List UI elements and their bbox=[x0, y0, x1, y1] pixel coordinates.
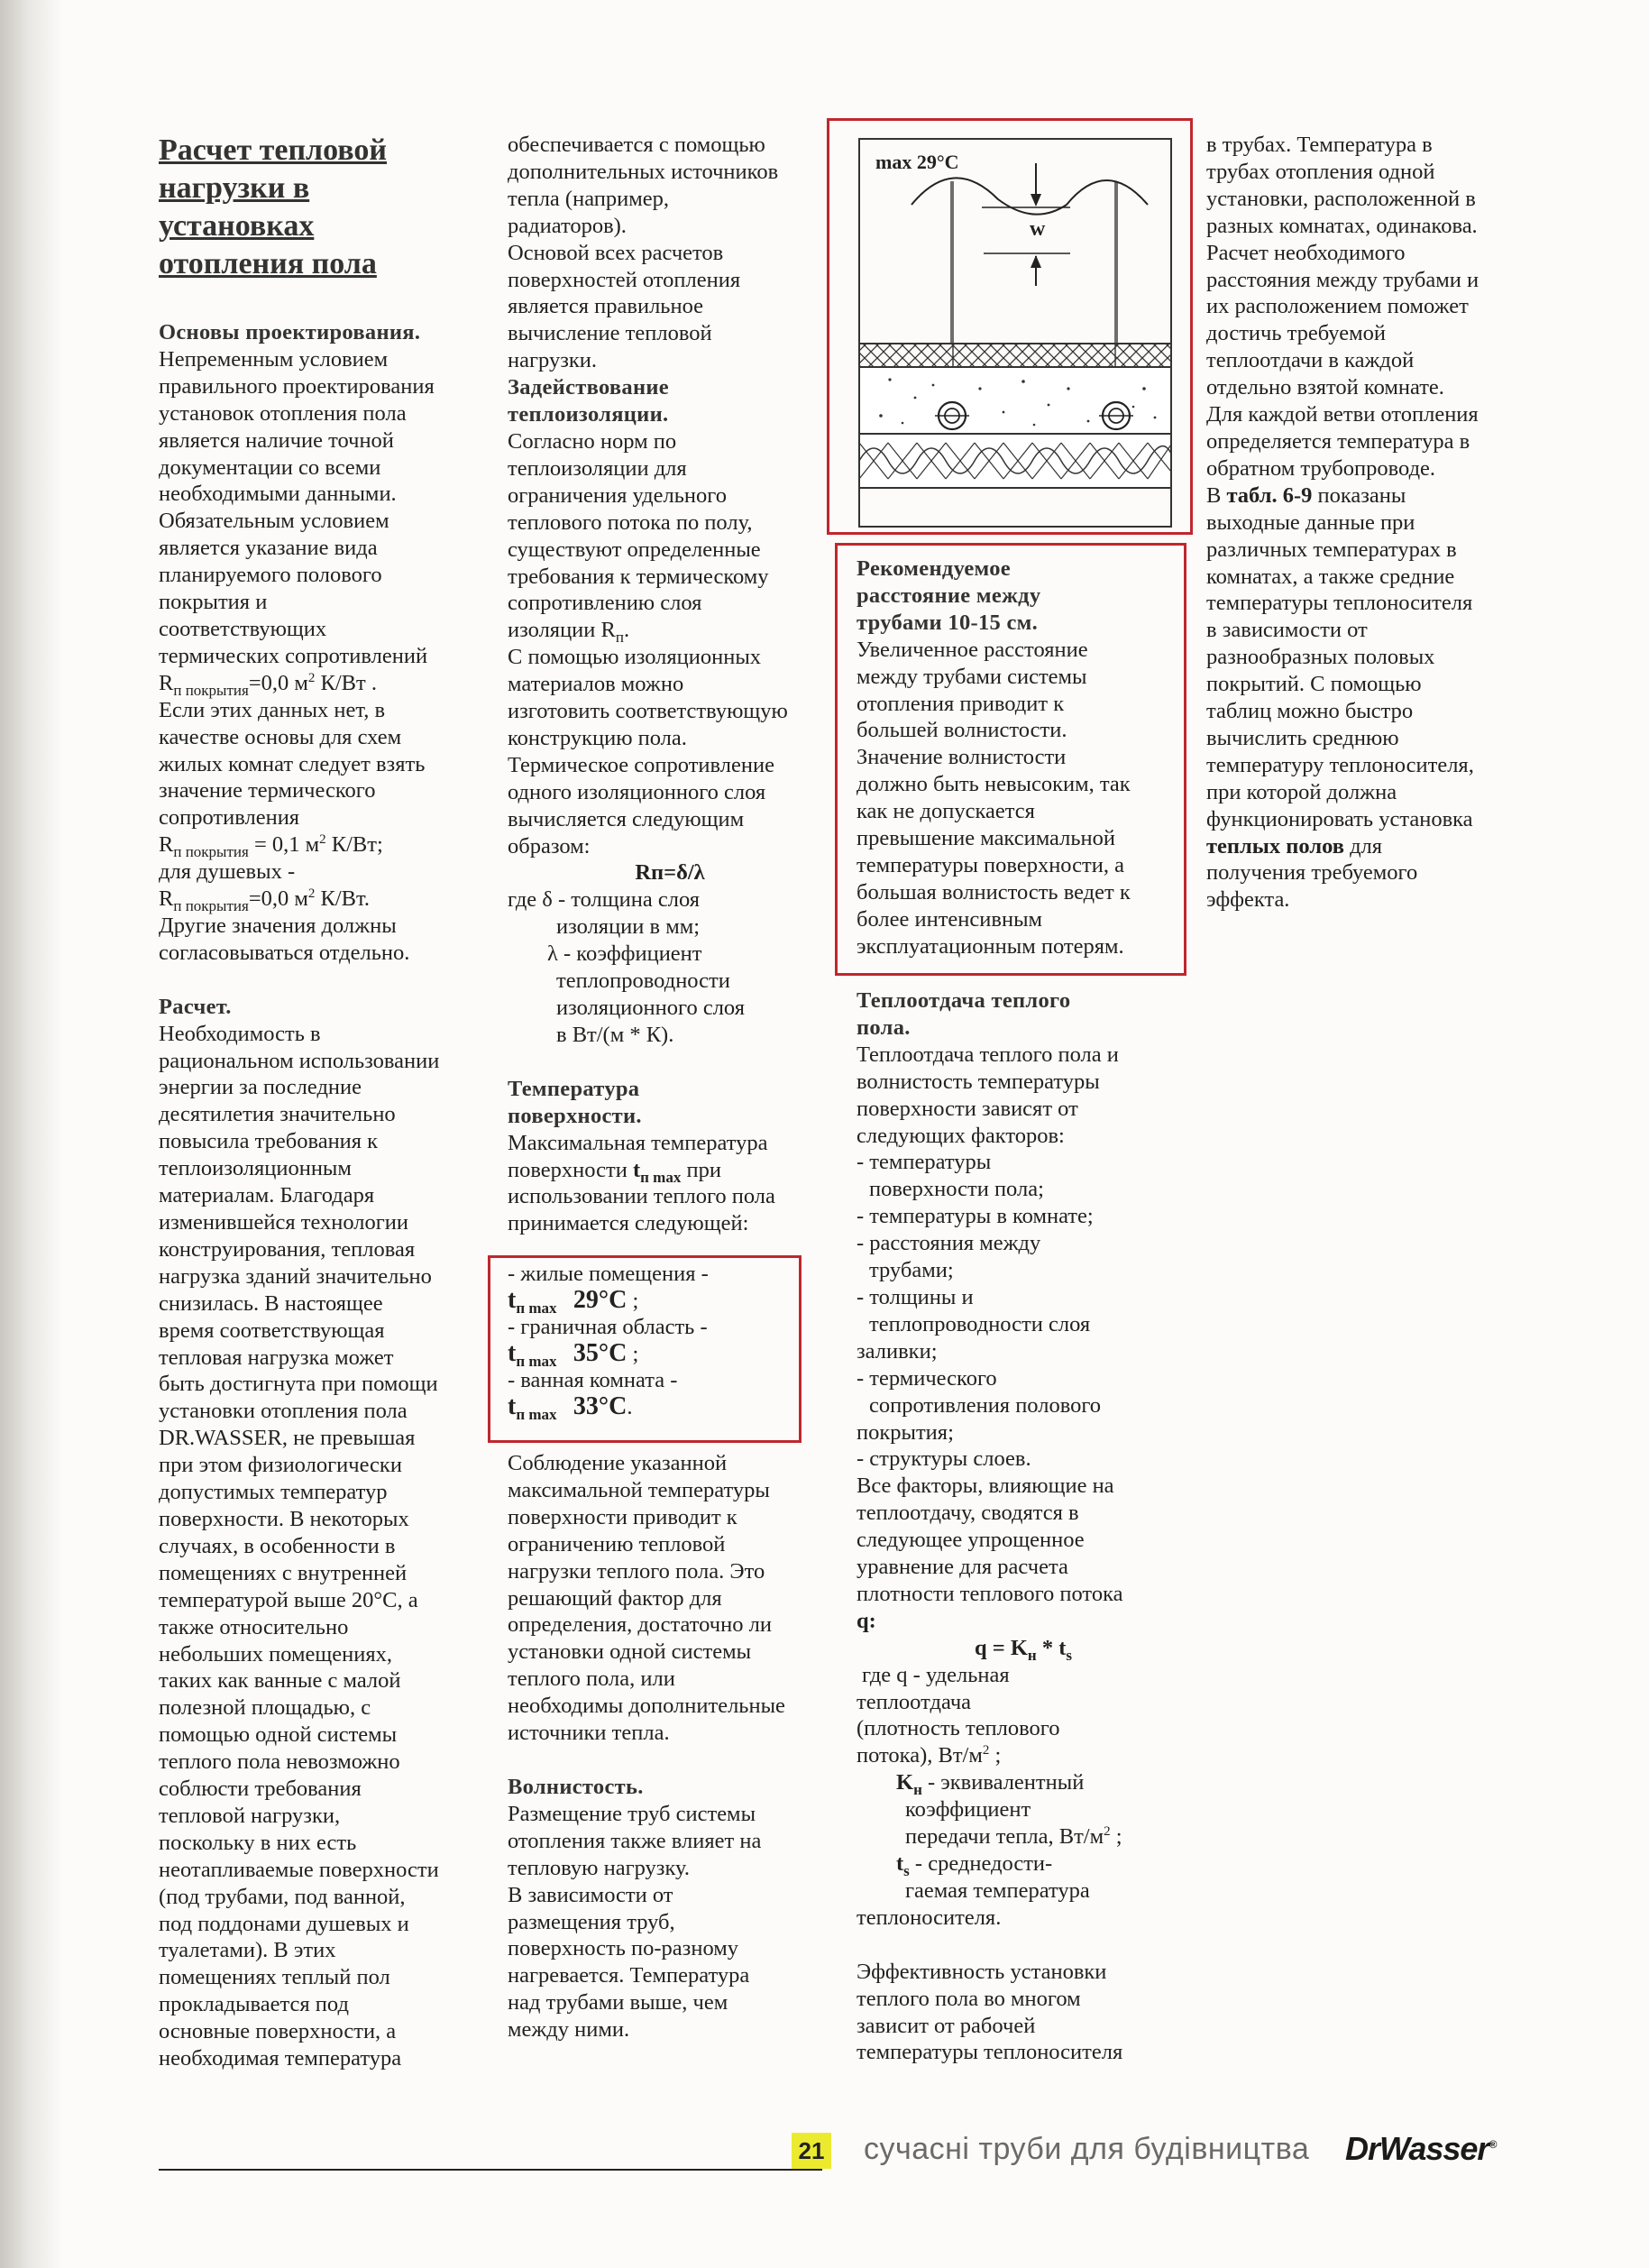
footer-rule bbox=[159, 2169, 822, 2171]
formula-legend-line: теплоносителя. bbox=[857, 1905, 1002, 1930]
text-line: сопротивления bbox=[159, 805, 300, 831]
text-line: материалам. Благодаря bbox=[159, 1183, 375, 1208]
text-line: существуют определенные bbox=[508, 537, 761, 562]
efficiency-text bbox=[857, 1959, 1190, 2067]
text-line: таблиц можно быстро bbox=[1206, 699, 1414, 724]
text-line: Другие значения должны bbox=[159, 913, 397, 938]
text-line: разных комнатах, одинакова. bbox=[1206, 213, 1478, 238]
text-line: Теплоотдача теплого пола и bbox=[857, 1042, 1119, 1067]
text-line: q: bbox=[857, 1608, 876, 1633]
text-line: температуры поверхности, а bbox=[857, 852, 1124, 877]
text-line: зависит от рабочей bbox=[857, 2013, 1036, 2038]
max-temperature-label: max 29°C bbox=[875, 151, 959, 173]
formula-legend-line: передачи тепла, $Вт/м^2$ ; bbox=[905, 1823, 1122, 1850]
text-line: С помощью изоляционных bbox=[508, 645, 762, 670]
recommendation-text bbox=[857, 556, 1181, 960]
text-line: изготовить соответствующую bbox=[508, 699, 788, 724]
text-line: покрытия и bbox=[159, 590, 268, 615]
text-line: обратном трубопроводе. bbox=[1206, 455, 1436, 481]
text-line: температурой выше 20°С, а bbox=[159, 1587, 418, 1612]
text-line: отопления также влияет на bbox=[508, 1828, 762, 1853]
text-line: таких как ванные с малой bbox=[159, 1668, 401, 1694]
text-line: поверхности пола; bbox=[869, 1177, 1044, 1202]
text-line: ограничения удельного bbox=[508, 482, 727, 508]
formula-legend-q: где q - удельная bbox=[862, 1662, 1010, 1687]
surface-temperature-conclusion bbox=[508, 1450, 832, 1747]
text-line: Необходимость в bbox=[159, 1021, 321, 1046]
heat-output-text bbox=[857, 1042, 1190, 1608]
title-line: нагрузки в bbox=[159, 171, 310, 205]
section-heading-surface-temperature: Температура поверхности. bbox=[508, 1076, 642, 1128]
text-line: расстояния между трубами и bbox=[1206, 267, 1480, 292]
text-line: изменившейся технологии bbox=[159, 1210, 409, 1235]
text-line: также относительно bbox=[159, 1614, 349, 1639]
intro-continued-text bbox=[508, 132, 832, 374]
text-line: решающий фактор для bbox=[508, 1585, 722, 1611]
text-line: десятилетия значительно bbox=[159, 1102, 396, 1127]
text-line: Согласно норм по bbox=[508, 428, 677, 454]
text-line: является указание вида bbox=[159, 536, 378, 561]
formula-legend-line: коэффициент bbox=[905, 1797, 1031, 1823]
page-number: 21 bbox=[792, 2133, 831, 2169]
waviness-label: w bbox=[1030, 217, 1046, 241]
section-heading-design-basics: Основы проектирования. bbox=[159, 320, 421, 344]
text-line: документации со всеми bbox=[159, 455, 381, 480]
text-line: сопротивлению слоя bbox=[508, 591, 702, 616]
text-line: значение термического bbox=[159, 778, 376, 803]
text-line: - расстояния между bbox=[857, 1231, 1041, 1256]
text-line: термических сопротивлений bbox=[159, 643, 428, 668]
text-line: источники тепла. bbox=[508, 1721, 670, 1746]
text-line: необходимы дополнительные bbox=[508, 1694, 785, 1719]
text-line: покрытия; bbox=[857, 1419, 954, 1445]
text-line: вычислить среднюю bbox=[1206, 725, 1399, 750]
drwasser-logo: DrWasser® bbox=[1345, 2130, 1497, 2167]
text-line: установки отопления пола bbox=[159, 1399, 408, 1424]
title-line: отопления пола bbox=[159, 247, 377, 280]
column-2-lower bbox=[508, 1450, 832, 2043]
text-line: над трубами выше, чем bbox=[508, 1990, 728, 2015]
recommendation-heading: Рекомендуемое расстояние между трубами 10-15 см. bbox=[857, 556, 1041, 635]
text-line: определения, достаточно ли bbox=[508, 1612, 772, 1638]
text-line: качестве основы для схем bbox=[159, 724, 402, 749]
text-line: поверхность по-разному bbox=[508, 1936, 738, 1961]
text-line: достичь требуемой bbox=[1206, 321, 1386, 346]
insulation-formula: Rп=δ/λ bbox=[635, 860, 705, 886]
text-line: нагрузки. bbox=[508, 348, 598, 373]
text-line: теплопроводности слоя bbox=[869, 1311, 1091, 1336]
text-line: Увеличенное расстояние bbox=[857, 637, 1088, 662]
room-type-bathroom: - ванная комната - bbox=[508, 1368, 678, 1392]
column-4 bbox=[1206, 132, 1540, 914]
text-line: повысила требования к bbox=[159, 1129, 379, 1154]
text-line: быть достигнута при помощи bbox=[159, 1372, 438, 1397]
text-line: случаях, в особенности в bbox=[159, 1533, 396, 1558]
temp-limit-bathroom: $t_{п max}$ 33°С. bbox=[508, 1392, 633, 1423]
text-line: Все факторы, влияющие на bbox=[857, 1474, 1114, 1499]
text-line: В табл. 6-9 показаны bbox=[1206, 482, 1406, 508]
text-line: изоляции $R_п$. bbox=[508, 618, 630, 647]
text-line: использовании теплого пола bbox=[508, 1184, 775, 1209]
text-line: является правильное bbox=[508, 294, 704, 319]
text-line: тепловую нагрузку. bbox=[508, 1855, 690, 1880]
insulation-layer bbox=[859, 434, 1171, 488]
text-line: Термическое сопротивление bbox=[508, 752, 774, 777]
text-line: выходные данные при bbox=[1206, 510, 1415, 535]
text-line: конструкцию пола. bbox=[508, 725, 687, 750]
text-line: теплого пола во многом bbox=[857, 1986, 1081, 2011]
formula-legend-line: гаемая температура bbox=[905, 1878, 1090, 1903]
text-line: конструирования, тепловая bbox=[159, 1236, 416, 1262]
section-heading-waviness: Волнистость. bbox=[508, 1774, 644, 1799]
text-line: для душевых - bbox=[159, 859, 296, 885]
formula-legend-lambda: λ - коэффициент bbox=[547, 941, 702, 967]
text-line: принимается следующей: bbox=[508, 1211, 749, 1236]
temperature-wave-curve bbox=[912, 178, 1148, 214]
text-line: плотности теплового потока bbox=[857, 1581, 1123, 1606]
column-3 bbox=[857, 987, 1190, 2066]
text-line: Обязательным условием bbox=[159, 509, 389, 534]
text-line: нагревается. Температура bbox=[508, 1963, 750, 1988]
text-line: - структуры слоев. bbox=[857, 1446, 1031, 1472]
text-line: образом: bbox=[508, 833, 591, 859]
text-line: неотапливаемые поверхности bbox=[159, 1857, 439, 1882]
text-line: жилых комнат следует взять bbox=[159, 751, 426, 776]
text-line: теплоотдачи в каждой bbox=[1206, 348, 1415, 373]
text-line: теплового потока по полу, bbox=[508, 510, 753, 535]
text-line: поверхностей отопления bbox=[508, 267, 741, 292]
formula-legend-line: в Вт/(м * К). bbox=[556, 1022, 674, 1047]
text-line: Если этих данных нет, в bbox=[159, 697, 386, 722]
text-line: поверхности. В некоторых bbox=[159, 1506, 409, 1531]
insulation-text-2 bbox=[508, 644, 832, 859]
text-line: отдельно взятой комнате. bbox=[1206, 375, 1444, 400]
text-line: поверхности зависят от bbox=[857, 1096, 1078, 1121]
text-line: ограничению тепловой bbox=[508, 1531, 726, 1556]
text-line: разнообразных половых bbox=[1206, 645, 1435, 670]
text-line: туалетами). В этих bbox=[159, 1938, 336, 1963]
text-line: большей волнистости. bbox=[857, 718, 1067, 743]
text-line: рациональном использовании bbox=[159, 1048, 440, 1073]
text-line: Для каждой ветви отопления bbox=[1206, 402, 1479, 427]
page-spine-shadow bbox=[0, 0, 63, 2268]
text-line: необходимыми данными. bbox=[159, 482, 397, 507]
text-line: размещения труб, bbox=[508, 1909, 675, 1934]
text-line: при которой должна bbox=[1206, 779, 1397, 804]
text-line: температуры теплоносителя bbox=[857, 2040, 1123, 2065]
text-line: Непременным условием bbox=[159, 346, 389, 372]
text-line: заливки; bbox=[857, 1338, 938, 1364]
waviness-text bbox=[508, 1801, 832, 2043]
text-line: Основой всех расчетов bbox=[508, 240, 724, 265]
heat-flux-formula: $q = K_н * t_s$ bbox=[975, 1635, 1072, 1664]
text-line: вычисляется следующим bbox=[508, 806, 745, 831]
text-line: DR.WASSER, не превышая bbox=[159, 1426, 416, 1451]
section-heading-calculation: Расчет. bbox=[159, 994, 232, 1019]
text-line: В зависимости от bbox=[508, 1882, 673, 1907]
recommendation-body bbox=[857, 637, 1181, 960]
column-4-text bbox=[1206, 132, 1540, 482]
text-line: вычисление тепловой bbox=[508, 321, 712, 346]
column-4-text-2 bbox=[1206, 510, 1540, 833]
text-line: поверхности $t_{п max}$ при bbox=[508, 1157, 721, 1186]
text-line: радиаторов). bbox=[508, 213, 627, 238]
text-line: одного изоляционного слоя bbox=[508, 779, 766, 804]
text-line: в зависимости от bbox=[1206, 618, 1368, 643]
text-line: теплоотдачу, сводятся в bbox=[857, 1501, 1079, 1526]
text-line: материалов можно bbox=[508, 672, 684, 697]
room-type-living: - жилые помещения - bbox=[508, 1262, 709, 1286]
floor-section-diagram bbox=[827, 118, 1193, 535]
text-line: снизилась. В настоящее bbox=[159, 1290, 383, 1316]
text-line: определяется температура в bbox=[1206, 428, 1470, 454]
text-line: согласовываться отдельно. bbox=[159, 940, 410, 965]
text-line: - термического bbox=[857, 1365, 997, 1391]
text-line: максимальной температуры bbox=[508, 1477, 770, 1502]
text-line: установки одной системы bbox=[508, 1639, 752, 1665]
text-line: эксплуатационным потерям. bbox=[857, 933, 1124, 959]
text-line: их расположением поможет bbox=[1206, 294, 1469, 319]
text-line: помощью одной системы bbox=[159, 1722, 398, 1748]
text-line: тепловая нагрузка может bbox=[159, 1345, 394, 1370]
text-line: следующих факторов: bbox=[857, 1123, 1065, 1148]
formula-legend-k: $K_н$ - эквивалентный bbox=[896, 1770, 1085, 1799]
text-line: Расчет необходимого bbox=[1206, 240, 1406, 265]
design-basics-text bbox=[159, 346, 483, 670]
formula-legend-line: теплоотдача bbox=[857, 1689, 972, 1714]
formula-legend-line: изоляционного слоя bbox=[556, 996, 745, 1020]
r-value-line: $R_{п покрытия}=0,0$ $м^2$ К/Вт. bbox=[159, 886, 371, 914]
column-2 bbox=[508, 132, 832, 1237]
text-line: различных температурах в bbox=[1206, 537, 1457, 562]
formula-legend-line: изоляции в мм; bbox=[556, 914, 701, 940]
text-line: между трубами системы bbox=[857, 664, 1087, 689]
text-line: нагрузка зданий значительно bbox=[159, 1263, 432, 1289]
text-line: теплого пола, или bbox=[508, 1667, 675, 1692]
text-line: требования к термическому bbox=[508, 564, 769, 589]
design-basics-text-2 bbox=[159, 697, 483, 832]
text-line: Соблюдение указанной bbox=[508, 1451, 728, 1475]
r-value-line: $R_{п покрытия} = 0,1$ $м^2$ К/Вт; bbox=[159, 832, 383, 861]
text-line: теплых полов для bbox=[1206, 833, 1383, 859]
text-line: установок отопления пола bbox=[159, 400, 407, 426]
text-line: сопротивления полового bbox=[869, 1392, 1102, 1418]
formula-legend-line: потока), $Вт/м^2$ ; bbox=[857, 1743, 1002, 1768]
text-line: энергии за последние bbox=[159, 1075, 362, 1100]
r-value-line: $R_{п покрытия}=0,0$ $м^2$ К/Вт . bbox=[159, 670, 377, 699]
text-line: между ними. bbox=[508, 2017, 630, 2043]
text-line: более интенсивным bbox=[857, 906, 1043, 932]
text-line: теплого пола невозможно bbox=[159, 1749, 400, 1775]
text-line: прокладывается под bbox=[159, 1992, 349, 2017]
page-title bbox=[159, 132, 483, 283]
text-line: является наличие точной bbox=[159, 427, 394, 453]
text-line: эффекта. bbox=[1206, 887, 1290, 913]
text-line: температуры теплоносителя bbox=[1206, 591, 1473, 616]
text-line: небольших помещениях, bbox=[159, 1641, 393, 1667]
text-line: тепла (например, bbox=[508, 186, 669, 211]
text-line: полезной площадью, с bbox=[159, 1695, 371, 1721]
room-type-border-zone: - граничная область - bbox=[508, 1315, 708, 1339]
text-line: правильного проектирования bbox=[159, 373, 435, 399]
temp-limit-living: $t_{п max}$ 29°С ; bbox=[508, 1286, 639, 1317]
text-line: тепловой нагрузки, bbox=[159, 1803, 341, 1828]
calculation-text bbox=[159, 1021, 483, 2072]
text-line: превышение максимальной bbox=[857, 826, 1116, 851]
title-line: Расчет тепловой bbox=[159, 133, 387, 167]
text-line: поскольку в них есть bbox=[159, 1830, 357, 1855]
column-4-text-3 bbox=[1206, 859, 1540, 914]
text-line: как не допускается bbox=[857, 799, 1035, 824]
text-line: волнистость температуры bbox=[857, 1069, 1100, 1094]
text-line: должно быть невысоким, так bbox=[857, 772, 1131, 797]
text-line: Максимальная температура bbox=[508, 1130, 768, 1155]
text-line: при этом физиологически bbox=[159, 1453, 402, 1478]
text-line: уравнение для расчета bbox=[857, 1555, 1068, 1580]
text-line: поверхности приводит к bbox=[508, 1504, 737, 1529]
text-line: в трубах. Температура в bbox=[1206, 133, 1433, 157]
temp-limit-border-zone: $t_{п max}$ 35°С ; bbox=[508, 1339, 639, 1370]
text-line: (под трубами, под ванной, bbox=[159, 1884, 406, 1909]
text-line: помещениях теплый пол bbox=[159, 1965, 390, 1990]
text-line: следующее упрощенное bbox=[857, 1528, 1085, 1553]
text-line: комнатах, а также средние bbox=[1206, 564, 1455, 589]
text-line: основные поверхности, а bbox=[159, 2019, 397, 2044]
text-line: температуру теплоносителя, bbox=[1206, 752, 1474, 777]
footer-tagline: сучасні труби для будівництва bbox=[864, 2132, 1310, 2166]
text-line: Эффективность установки bbox=[857, 1959, 1107, 1984]
column-1 bbox=[159, 132, 483, 2072]
insulation-text bbox=[508, 428, 832, 617]
text-line: необходимая температура bbox=[159, 2046, 402, 2071]
text-line: помещениях с внутренней bbox=[159, 1560, 408, 1585]
formula-legend-ts: $t_s$ - среднедости- bbox=[896, 1851, 1053, 1879]
text-line: нагрузки теплого пола. Это bbox=[508, 1558, 765, 1584]
text-line: соблюсти требования bbox=[159, 1777, 362, 1802]
floor-covering-layer bbox=[859, 344, 1171, 367]
formula-legend-line: (плотность теплового bbox=[857, 1716, 1060, 1741]
text-line: - температуры bbox=[857, 1150, 992, 1175]
section-heading-insulation: Задействование теплоизоляции. bbox=[508, 375, 669, 427]
text-line: теплоизоляции для bbox=[508, 455, 687, 481]
text-line: получения требуемого bbox=[1206, 860, 1418, 886]
text-line: большая волнистость ведет к bbox=[857, 879, 1131, 904]
text-line: обеспечивается с помощью bbox=[508, 133, 765, 157]
section-heading-heat-output: Теплоотдача теплого пола. bbox=[857, 988, 1071, 1040]
text-line: время соответствующая bbox=[159, 1318, 385, 1343]
text-line: отопления приводит к bbox=[857, 691, 1065, 716]
text-line: соответствующих bbox=[159, 616, 327, 641]
text-line: Размещение труб системы bbox=[508, 1801, 756, 1826]
title-line: установках bbox=[159, 209, 315, 243]
text-line: теплоизоляционным bbox=[159, 1156, 352, 1181]
text-line: покрытий. С помощью bbox=[1206, 672, 1422, 697]
text-line: установки, расположенной в bbox=[1206, 186, 1476, 211]
formula-legend-delta: где δ - толщина слоя bbox=[508, 887, 701, 913]
text-line: допустимых температур bbox=[159, 1480, 388, 1505]
text-line: - толщины и bbox=[857, 1284, 974, 1309]
text-line: функционировать установка bbox=[1206, 806, 1473, 831]
formula-legend-line: теплопроводности bbox=[556, 969, 730, 994]
text-line: планируемого полового bbox=[159, 563, 382, 588]
design-basics-text-3 bbox=[159, 913, 483, 967]
text-line: дополнительных источников bbox=[508, 159, 779, 184]
text-line: трубами; bbox=[869, 1258, 954, 1283]
text-line: трубах отопления одной bbox=[1206, 159, 1435, 184]
text-line: под поддонами душевых и bbox=[159, 1911, 409, 1936]
text-line: Значение волнистости bbox=[857, 745, 1067, 770]
temperature-limits-list bbox=[508, 1261, 796, 1423]
text-line: - температуры в комнате; bbox=[857, 1204, 1094, 1229]
